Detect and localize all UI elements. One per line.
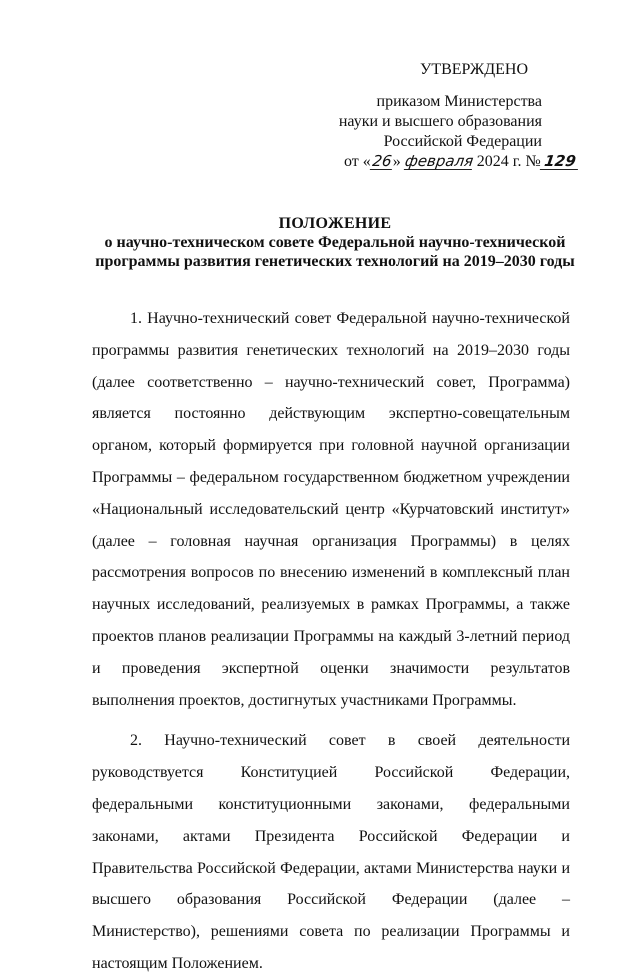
date-year: 2024 г. №: [476, 153, 541, 170]
date-prefix: от «: [344, 153, 371, 170]
approval-date-line: [300, 152, 600, 172]
paragraph-2: 2. Научно-технический совет в своей деятельности руководствуется Конституцией Российской Федерации, федеральными конституционными законами, федеральными законами, актами Президента Российской Федерации и Правительства Российской Федерации, актами Министерства науки и высшего образования Российской Федерации (далее – Министерство), решениями совета по реализации Программы и настоящим Положением.: [92, 732, 570, 972]
approval-line-science: науки и высшего образования: [338, 113, 542, 130]
approval-stamp: [300, 60, 600, 172]
document-body: [92, 303, 570, 980]
approved-label: УТВЕРЖДЕНО: [420, 61, 529, 78]
paragraph-1: 1. Научно-технический совет Федеральной научно-технической программы развития генетических технологий на 2019–2030 годы (далее соответственно – научно-технический совет, Программа) является постоянно действующим экспертно-совещательным органом, который формируется при головной научной организации Программы – федеральном государственном бюджетном учреждении «Национальный исследовательский центр «Курчатовский институт» (далее – головная научная организация Программы) в целях рассмотрения вопросов по внесению изменений в комплексный план научных исследований, реализуемых в рамках Программы, а также проектов планов реализации Программы на каждый 3-летний период и проведения экспертной оценки значимости результатов выполнения проектов, достигнутых участниками Программы.: [92, 310, 570, 709]
handwritten-order-number: 129: [540, 153, 580, 170]
handwritten-month: февраля: [403, 152, 475, 170]
document-subtitle-line-2: программы развития генетических технологий на 2019–2030 годы: [95, 253, 575, 270]
document-subtitle-line-1: о научно-техническом совете Федеральной научно-технической: [104, 234, 566, 251]
approval-line-federation: Российской Федерации: [383, 133, 542, 150]
document-title: ПОЛОЖЕНИЕ: [278, 215, 392, 232]
approval-line-ministry: приказом Министерства: [376, 93, 542, 110]
handwritten-day: 26: [371, 152, 393, 170]
document-title-block: [80, 214, 590, 271]
date-mid: »: [392, 153, 401, 170]
